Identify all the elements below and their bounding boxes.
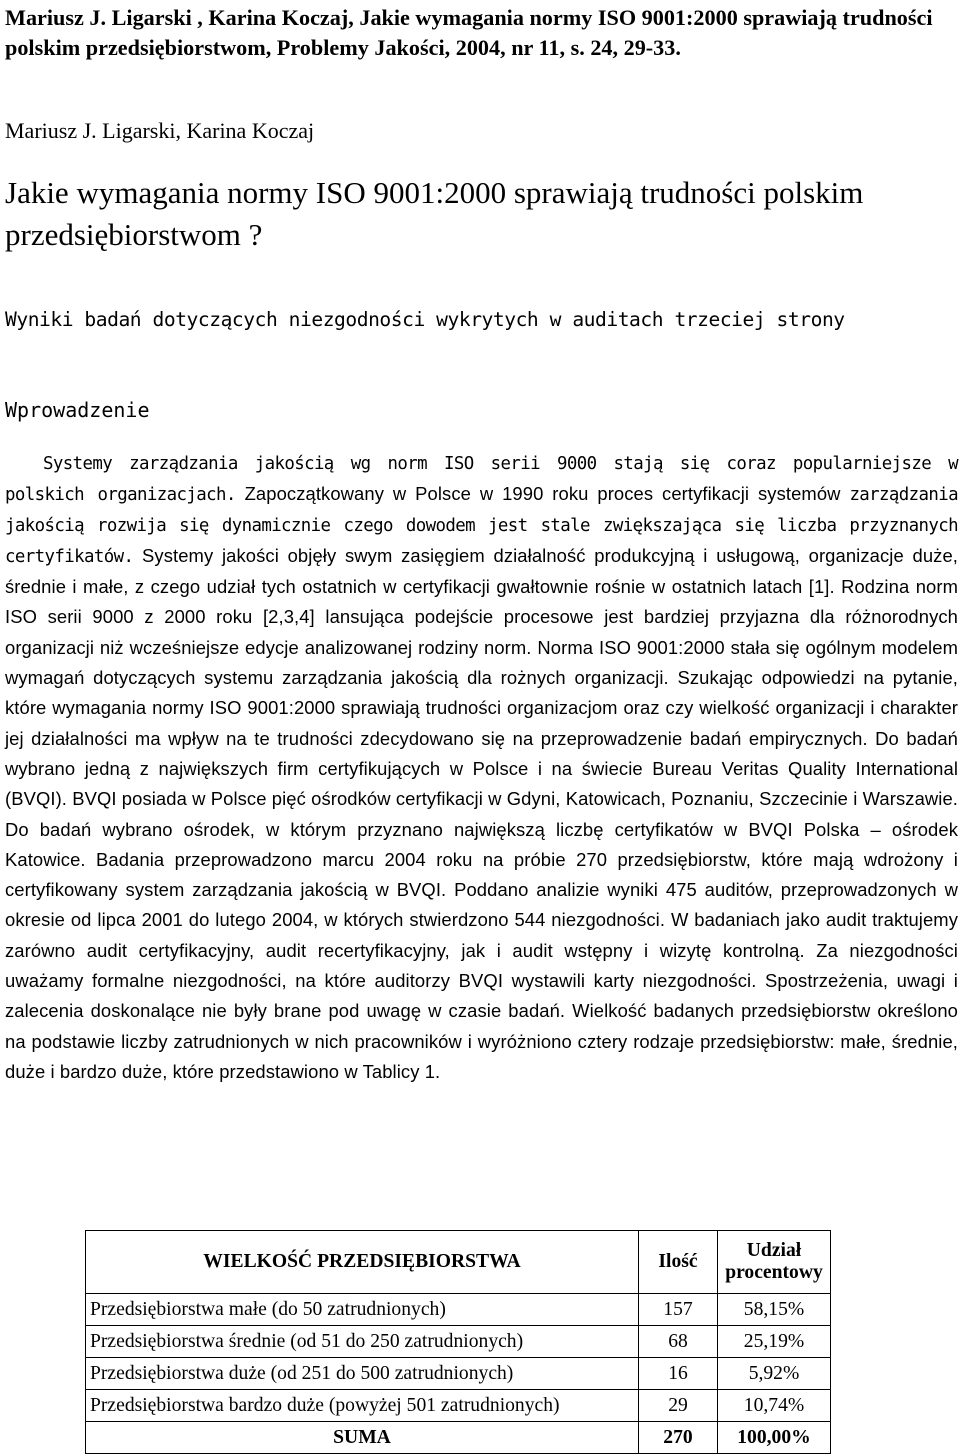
- row-count: 68: [639, 1326, 718, 1358]
- enterprise-size-table: [85, 1230, 831, 1454]
- row-count: 29: [639, 1390, 718, 1422]
- paragraph-segment-4: Systemy jakości objęły swym zasięgiem działalność produkcyjną i usługową, organizacje duże, średnie i małe, z czego udział tych ostatnich w certyfikacji gwałtownie rośnie w ostatnich latach [1]. Rodzina norm ISO serii 9000 z 2000 roku [2,3,4] lansująca podejście procesowe jest bardziej przyjazna dla różnorodnych organizacji niż wcześniejsze edycje analizowanej rodziny norm. Norma ISO 9001:2000 stała się ogólnym modelem wymagań dotyczących systemu zarządzania jakością dla rożnych organizacji. Szukając odpowiedzi na pytanie, które wymagania normy ISO 9001:2000 sprawiają trudności organizacjom oraz czy wielkość organizacji i charakter jej działalności ma wpływ na te trudności zdecydowano się na przeprowadzenie badań empirycznych. Do badań wybrano jedną z największych firm certyfikujących w Polsce i na świecie Bureau Veritas Quality International (BVQI). BVQI posiada w Polsce pięć ośrodków certyfikacji w Gdyni, Katowicach, Poznaniu, Szczecinie i Warszawie. Do badań wybrano ośrodek, w którym przyznano największą liczbę certyfikatów w BVQI Polska – ośrodek Katowice. Badania przeprowadzono marcu 2004 roku na próbie 270 przedsiębiorstw, które mają wdrożony i certyfikowany system zarządzania jakością w BVQI. Poddano analizie wyniki 475 auditów, przeprowadzonych w okresie od lipca 2001 do lutego 2004, w których stwierdzono 544 niezgodności. W badaniach jako audit traktujemy zarówno audit certyfikacyjny, audit recertyfikacyjny, jak i audit wstępny i wizytę kontrolną. Za niezgodności uważamy formalne niezgodności, na które auditorzy BVQI wystawili karty niezgodności. Spostrzeżenia, uwagi i zalecenia doskonalące nie były brane pod uwagę w czasie badań. Wielkość badanych przedsiębiorstw określono na podstawie liczby zatrudnionych w nich pracowników i wyróżniono cztery rodzaje przedsiębiorstw: małe, średnie, duże i bardzo duże, które przedstawiono w Tablicy 1.: [5, 544, 958, 1082]
- total-label: SUMA: [86, 1422, 639, 1454]
- row-percentage: 10,74%: [718, 1390, 831, 1422]
- introduction-paragraph: [5, 449, 958, 1087]
- header-company-size: WIELKOŚĆ PRZEDSIĘBIORSTWA: [86, 1231, 639, 1294]
- row-category: Przedsiębiorstwa średnie (od 51 do 250 zatrudnionych): [86, 1326, 639, 1358]
- article-subtitle: Wyniki badań dotyczących niezgodności wykrytych w auditach trzeciej strony: [5, 308, 845, 331]
- table-row: [86, 1390, 831, 1422]
- table-row: [86, 1326, 831, 1358]
- total-count: 270: [639, 1422, 718, 1454]
- citation-line: Mariusz J. Ligarski , Karina Koczaj, Jakie wymagania normy ISO 9001:2000 sprawiają trudności polskim przedsiębiorstwom, Problemy Jakości, 2004, nr 11, s. 24, 29-33.: [5, 5, 933, 60]
- total-percentage: 100,00%: [718, 1422, 831, 1454]
- header-percentage: Udział procentowy: [718, 1231, 831, 1294]
- row-percentage: 58,15%: [718, 1294, 831, 1326]
- paragraph-segment-3: zarządzania jakością rozwija się dynamicznie czego dowodem jest stale zwiększająca się liczba przyznanych certyfikatów.: [5, 485, 959, 567]
- article-title: Jakie wymagania normy ISO 9001:2000 sprawiają trudności polskim przedsiębiorstwom ?: [5, 175, 864, 252]
- table-row: [86, 1358, 831, 1390]
- paragraph-segment-2: Zapoczątkowany w Polsce w 1990 roku proces certyfikacji systemów: [235, 483, 850, 505]
- table-total-row: [86, 1422, 831, 1454]
- header-count: Ilość: [639, 1231, 718, 1294]
- article-authors: Mariusz J. Ligarski, Karina Koczaj: [5, 118, 315, 143]
- row-percentage: 5,92%: [718, 1358, 831, 1390]
- row-category: Przedsiębiorstwa małe (do 50 zatrudnionych): [86, 1294, 639, 1326]
- section-heading-introduction: Wprowadzenie: [5, 398, 150, 422]
- table-row: [86, 1294, 831, 1326]
- table-header-row: [86, 1231, 831, 1294]
- paragraph-segment-1: Systemy zarządzania jakością wg norm ISO serii 9000 stają się coraz popularniejsze w polskich organizacjach.: [5, 454, 958, 506]
- row-count: 16: [639, 1358, 718, 1390]
- row-percentage: 25,19%: [718, 1326, 831, 1358]
- row-category: Przedsiębiorstwa bardzo duże (powyżej 501 zatrudnionych): [86, 1390, 639, 1422]
- row-category: Przedsiębiorstwa duże (od 251 do 500 zatrudnionych): [86, 1358, 639, 1390]
- row-count: 157: [639, 1294, 718, 1326]
